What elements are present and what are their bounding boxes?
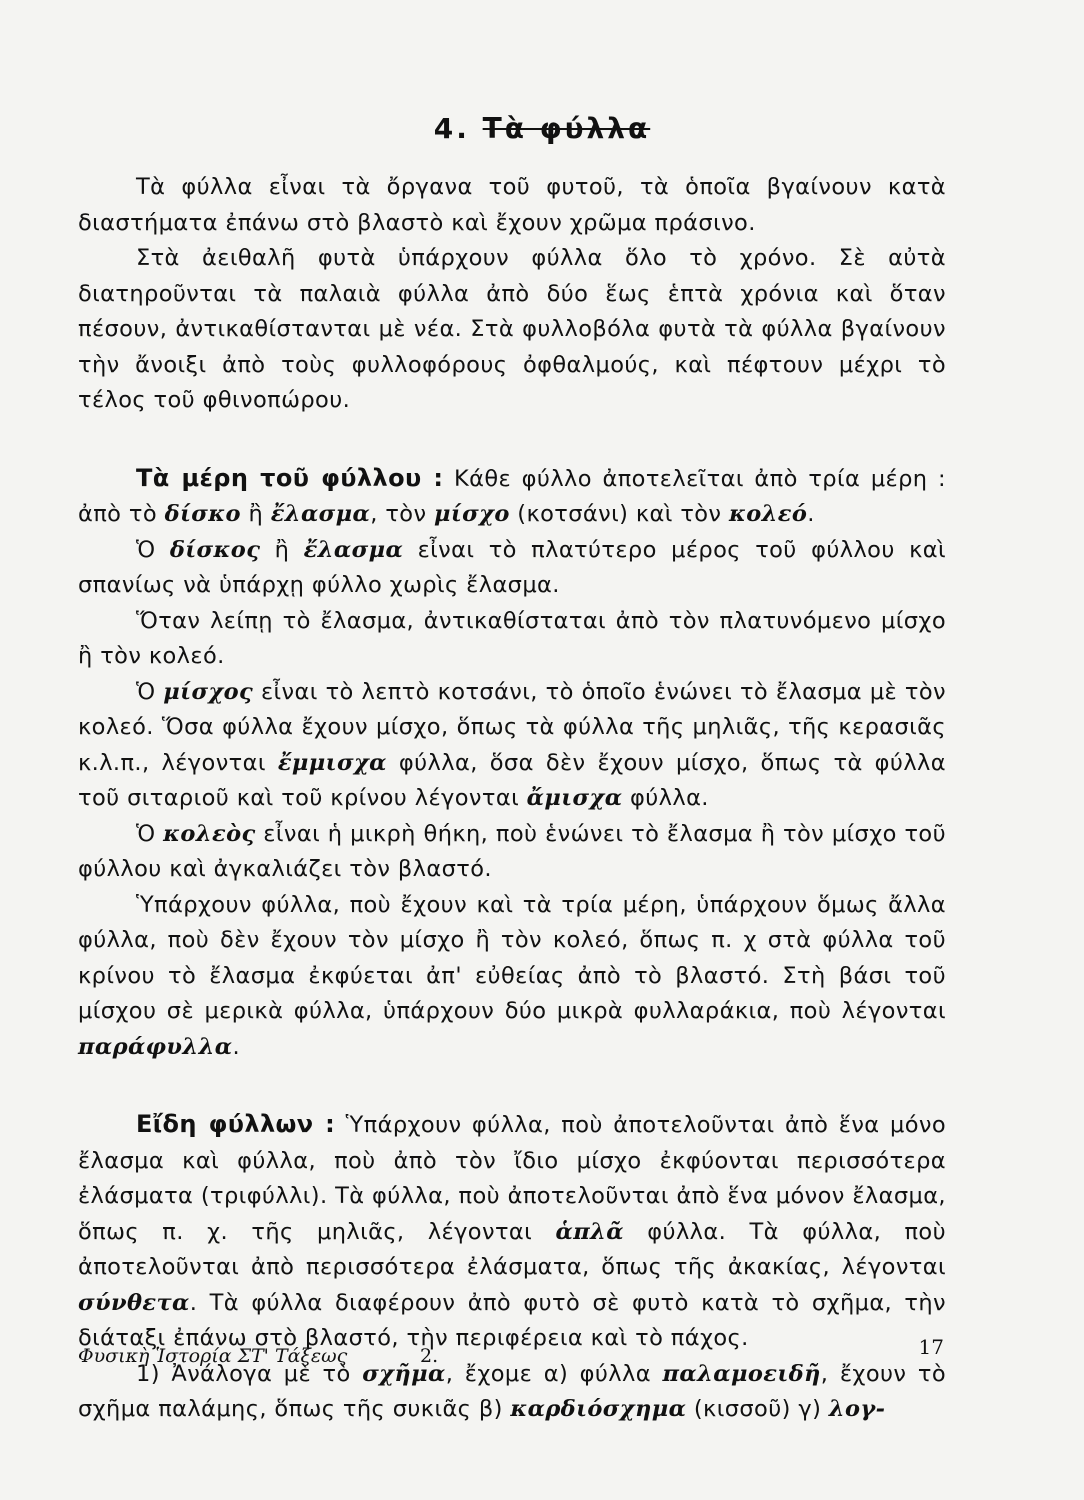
paragraph-leaf-parts: [78, 461, 946, 533]
term-palmate: παλαμοειδῆ: [662, 1360, 821, 1387]
term-stipules: παράφυλλα: [78, 1033, 233, 1060]
body-text: [78, 170, 946, 1428]
term-petiolate: ἔμμισχα: [277, 749, 387, 776]
book-title: Φυσικὴ Ἱστορία ΣΤ' Τάξεως: [78, 1345, 348, 1367]
paragraph-disk: [78, 533, 946, 604]
paragraph-petiole: [78, 675, 946, 817]
term-disk: δίσκος: [169, 536, 261, 563]
text-run: Κάθε φύλλο ἀποτελεῖται ἀπὸ τρία μέρη : ἀπὸ τὸ: [78, 465, 947, 527]
text-run: .: [232, 1033, 241, 1060]
text-run: εἶναι τὸ λεπτὸ κοτσάνι, τὸ ὁποῖο ἑνώνει τὸ ἔλασμα μὲ τὸν κολεό. Ὅσα φύλλα ἔχουν μίσχο, ὅπως τὰ φύλλα τῆς μηλιᾶς, τῆς κερασιᾶς κ.λ.π., λέγονται: [78, 678, 946, 776]
paragraph-evergreen: Στὰ ἀειθαλῆ φυτὰ ὑπάρχουν φύλλα ὅλο τὸ χρόνο. Σὲ αὐτὰ διατηροῦνται τὰ παλαιὰ φύλλα ἀπὸ δύο ἕως ἑπτὰ χρόνια καὶ ὅταν πέσουν, ἀντικαθίστανται μὲ νέα. Στὰ φυλλοβόλα φυτὰ τὰ φύλλα βγαίνουν τὴν ἄνοιξι ἀπὸ τοὺς φυλλοφόρους ὀφθαλμούς, καὶ πέφτουν μέχρι τὸ τέλος τοῦ φθινοπώρου.: [78, 245, 946, 413]
term-lanceolate: λογ-: [828, 1396, 886, 1422]
text-run: , ἔχομε α) φύλλα: [445, 1360, 663, 1387]
text-run: . Τὰ φύλλα διαφέρουν ἀπὸ φυτὸ σὲ φυτὸ κατὰ τὸ σχῆμα, τὴν διάταξι ἐπάνω στὸ βλαστό, τὴν περιφέρεια καὶ τὸ πάχος.: [78, 1289, 946, 1351]
term-sheath: κολεό: [728, 501, 808, 527]
text-run: εἶναι τὸ πλατύτερο μέρος τοῦ φύλλου καὶ σπανίως νὰ ὑπάρχῃ φύλλο χωρὶς ἔλασμα.: [78, 536, 946, 598]
page-number: 17: [918, 1335, 944, 1359]
paragraph-sheath: [78, 817, 946, 888]
text-run: 1) Ἀνάλογα μὲ τὸ: [136, 1360, 363, 1387]
term-petiole: μίσχο: [433, 501, 510, 527]
paragraph-leaf-kinds: [78, 1107, 946, 1357]
text-run: φύλλα. Τὰ φύλλα, ποὺ ἀποτελοῦνται ἀπὸ περισσότερα ἐλάσματα, ὅπως τῆς ἀκακίας, λέγονται: [78, 1218, 946, 1280]
term-disk: δίσκο: [164, 501, 241, 527]
paragraph-absent-blade: Ὅταν λείπῃ τὸ ἔλασμα, ἀντικαθίσταται ἀπὸ τὸν πλατυνόμενο μίσχο ἢ τὸν κολεό.: [78, 607, 946, 669]
term-blade: ἔλασμα: [270, 501, 371, 527]
section-heading-kinds: Εἴδη φύλλων :: [136, 1110, 336, 1138]
text-run: φύλλα.: [622, 785, 709, 811]
text-run: Ὁ: [136, 820, 164, 847]
text-run: , ἔχουν τὸ σχῆμα παλάμης, ὅπως τῆς συκιᾶς β): [78, 1360, 946, 1422]
chapter-number: 4.: [433, 112, 470, 145]
term-petiole: μίσχος: [163, 678, 254, 705]
page-footer: [78, 1335, 948, 1375]
term-simple: ἁπλᾶ: [555, 1218, 624, 1245]
text-run: .: [807, 501, 815, 527]
chapter-title: [0, 112, 1084, 145]
text-run: ἢ: [240, 501, 271, 527]
text-run: Ὑπάρχουν φύλλα, ποὺ ἀποτελοῦνται ἀπὸ ἕνα μόνο ἔλασμα καὶ φύλλα, ποὺ ἀπὸ τὸν ἴδιο μίσχο ἐκφύονται περισσότερα ἐλάσματα (τριφύλλι). Τὰ φύλλα, ποὺ ἀποτελοῦνται ἀπὸ ἕνα μόνον ἔλασμα, ὅπως π. χ. τῆς μηλιᾶς, λέγονται: [78, 1112, 946, 1245]
sheet-number: 2.: [420, 1345, 439, 1367]
paragraph-stipules: [78, 888, 946, 1066]
term-shape: σχῆμα: [362, 1360, 446, 1387]
text-run: Ὑπάρχουν φύλλα, ποὺ ἔχουν καὶ τὰ τρία μέρη, ὑπάρχουν ὅμως ἄλλα φύλλα, ποὺ δὲν ἔχουν τὸν μίσχο ἢ τὸν κολεό, ὅπως π. χ στὰ φύλλα τοῦ κρίνου τὸ ἔλασμα ἐκφύεται ἀπ' εὐθείας ἀπὸ τὸ βλαστό. Στὴ βάσι τοῦ μίσχου σὲ μερικὰ φύλλα, ὑπάρχουν δύο μικρὰ φυλλαράκια, ποὺ λέγονται: [78, 891, 946, 1024]
term-blade: ἔλασμα: [303, 536, 404, 563]
text-run: φύλλα, ὅσα δὲν ἔχουν μίσχο, ὅπως τὰ φύλλα τοῦ σιταριοῦ καὶ τοῦ κρίνου λέγονται: [78, 749, 946, 811]
section-heading-parts: Τὰ μέρη τοῦ φύλλου :: [136, 463, 444, 492]
text-run: Ὁ: [136, 536, 170, 563]
text-run: (κοτσάνι) καὶ τὸν: [509, 501, 729, 527]
term-sheath: κολεὸς: [163, 820, 256, 847]
text-run: Ὁ: [136, 678, 164, 705]
text-run: (κισσοῦ) γ): [686, 1396, 829, 1422]
paragraph-intro: Τὰ φύλλα εἶναι τὰ ὄργανα τοῦ φυτοῦ, τὰ ὁποῖα βγαίνουν κατὰ διαστήματα ἐπάνω στὸ βλαστὸ καὶ ἔχουν χρῶμα πράσινο.: [78, 174, 946, 236]
text-run: , τὸν: [370, 501, 434, 527]
term-cordate: καρδιόσχημα: [510, 1396, 687, 1422]
text-run: εἶναι ἡ μικρὴ θήκη, ποὺ ἑνώνει τὸ ἔλασμα ἢ τὸν μίσχο τοῦ φύλλου καὶ ἀγκαλιάζει τὸν βλαστό.: [78, 820, 946, 882]
chapter-title-text: Τὰ φύλλα: [482, 112, 651, 145]
text-run: ἢ: [260, 536, 304, 563]
term-compound: σύνθετα: [78, 1289, 190, 1316]
term-sessile: ἄμισχα: [526, 785, 623, 811]
